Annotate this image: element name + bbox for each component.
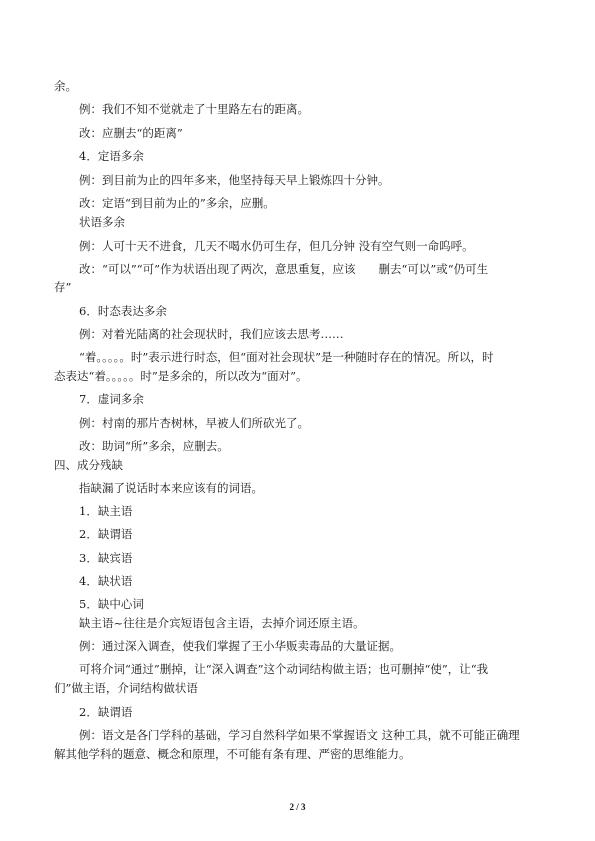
text-line: 2．缺谓语 — [79, 705, 133, 719]
text-line: 改：应删去“的距离” — [79, 126, 183, 140]
page-number: 2 / 3 — [289, 802, 306, 812]
text-line: 1．缺主语 — [79, 504, 133, 518]
text-line: 们”做主语，介词结构做状语 — [54, 681, 198, 695]
text-line: 例：语文是各门学科的基础，学习自然科学如果不掌握语文 这种工具，就不可能正确理 — [79, 728, 520, 742]
text-line: 3．缺宾语 — [79, 551, 133, 565]
text-line: 例：村南的那片杏树林，早被人们所砍光了。 — [79, 416, 309, 430]
text-line: 改：定语“到目前为止的”多余，应删。 — [79, 196, 275, 210]
text-line: 4．定语多余 — [79, 149, 144, 163]
text-line: 可将介词“通过”删掉，让“深入调查”这个动词结构做主语；也可删掉“使”，让“我 — [79, 662, 489, 676]
text-line: 5．缺中心词 — [79, 597, 144, 611]
text-line: 例：我们不知不觉就走了十里路左右的距离。 — [79, 102, 309, 116]
text-line: 状语多余 — [79, 215, 125, 229]
text-line: 例：人可十天不进食，几天不喝水仍可生存，但几分钟 没有空气则一命呜呼。 — [79, 239, 474, 253]
text-line: 4．缺状语 — [79, 574, 133, 588]
text-line: 余。 — [54, 79, 77, 93]
text-line: 存” — [54, 280, 72, 294]
text-line: 7．虚词多余 — [79, 392, 144, 406]
text-line: 2．缺谓语 — [79, 527, 133, 541]
text-line: 缺主语~往往是介宾短语包含主语，去掉介词还原主语。 — [79, 616, 365, 630]
text-line: 例：到目前为止的四年多来，他坚持每天早上锻炼四十分钟。 — [79, 173, 390, 187]
text-line: 改：助词“所”多余，应删去。 — [79, 439, 229, 453]
text-line: “着。。。。。时”表示进行时态，但“面对社会现状”是一种随时存在的情况。所以，时 — [79, 350, 494, 364]
text-line: 改：“可以”“可”作为状语出现了两次，意思重复，应该 删去“可以”或“仍可生 — [79, 262, 489, 276]
text-line: 态表达“着。。。。。时”是多余的，所以改为“面对”。 — [54, 369, 308, 383]
text-line: 例：通过深入调查，使我们掌握了王小华贩卖毒品的大量证据。 — [79, 639, 401, 653]
text-line: 6．时态表达多余 — [79, 304, 167, 318]
text-line: 指缺漏了说话时本来应该有的词语。 — [79, 481, 263, 495]
text-line: 例：对着光陆离的社会现状时，我们应该去思考…… — [79, 327, 344, 341]
section-heading: 四、成分残缺 — [54, 458, 123, 472]
text-line: 解其他学科的题意、概念和原理，不可能有条有理、严密的思维能力。 — [54, 747, 411, 761]
